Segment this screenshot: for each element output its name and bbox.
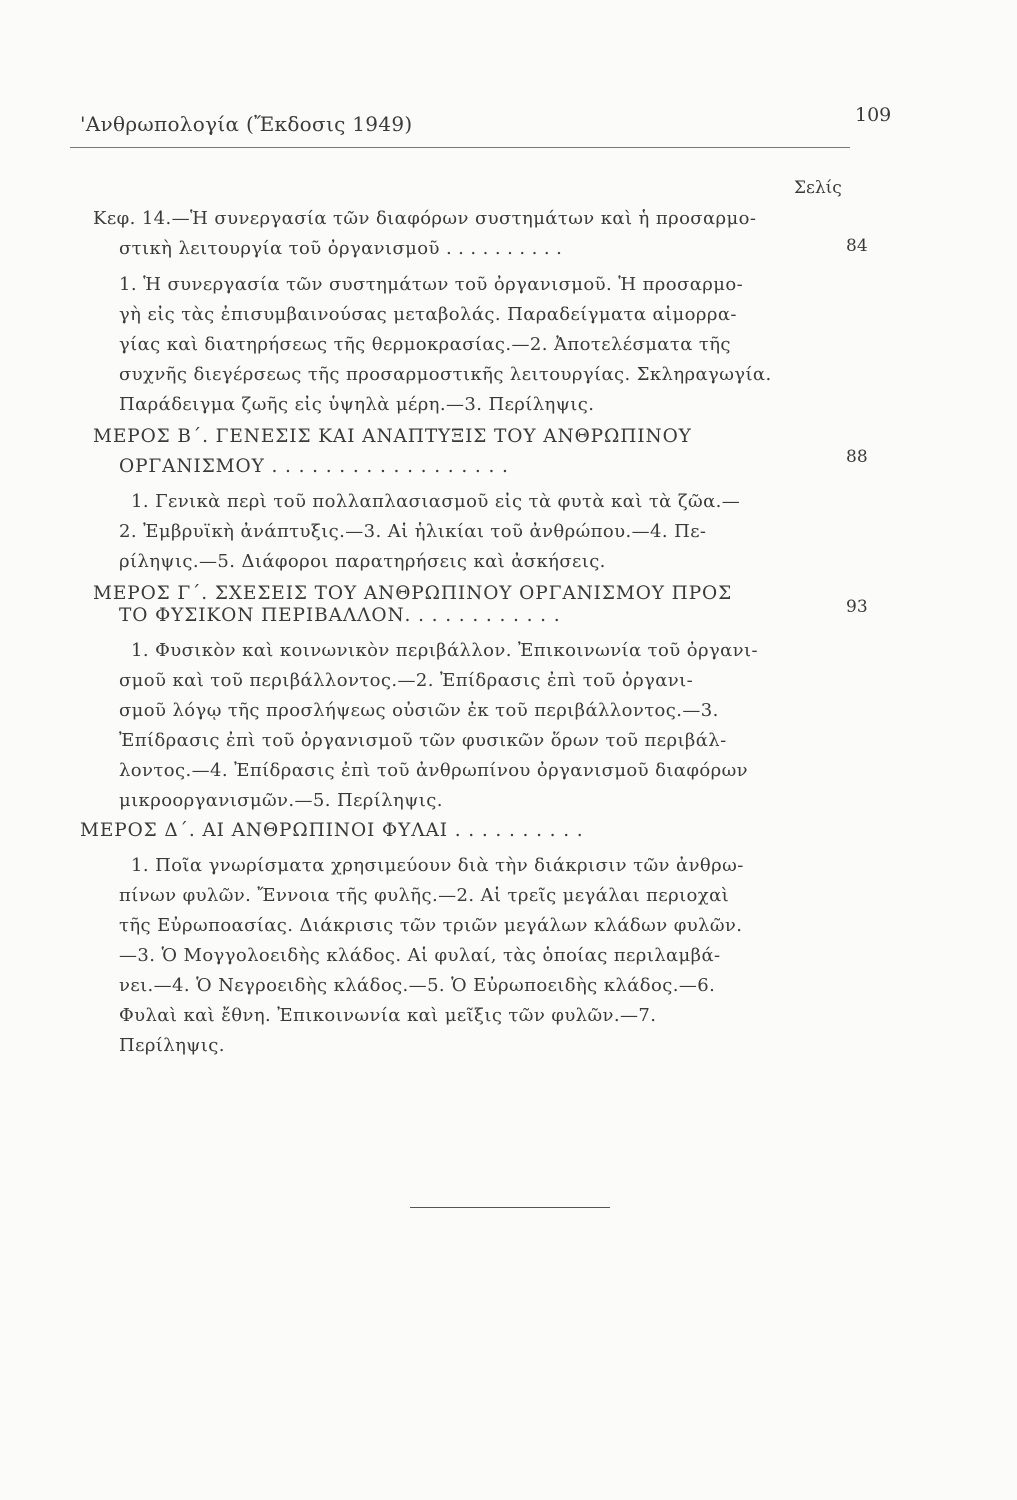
footer-rule [410, 1207, 610, 1208]
toc-line: 1. Γενικὰ περὶ τοῦ πολλαπλασιασμοῦ εἰς τὰ φυτὰ καὶ τὰ ζῶα.— [131, 491, 741, 512]
toc-line: Παράδειγμα ζωῆς εἰς ὑψηλὰ μέρη.—3. Περίληψις. [119, 394, 595, 415]
part-heading: ΟΡΓΑΝΙΣΜΟΥ . . . . . . . . . . . . . . . . . . [119, 456, 509, 477]
toc-line: γίας καὶ διατηρήσεως τῆς θερμοκρασίας.—2. Ἀποτελέσματα τῆς [119, 334, 731, 355]
toc-line: Ἐπίδρασις ἐπὶ τοῦ ὀργανισμοῦ τῶν φυσικῶν ὅρων τοῦ περιβάλ- [119, 730, 727, 751]
part-heading: ΜΕΡΟΣ Β΄. ΓΕΝΕΣΙΣ ΚΑΙ ΑΝΑΠΤΥΞΙΣ ΤΟΥ ΑΝΘΡΩΠΙΝΟΥ [93, 426, 692, 447]
part-heading: ΜΕΡΟΣ Δ΄. ΑΙ ΑΝΘΡΩΠΙΝΟΙ ΦΥΛΑΙ . . . . . . . . . . [80, 820, 584, 841]
toc-line: 1. Φυσικὸν καὶ κοινωνικὸν περιβάλλον. Ἐπικοινωνία τοῦ ὀργανι- [131, 640, 758, 661]
toc-line: γὴ εἰς τὰς ἐπισυμβαινούσας μεταβολάς. Παραδείγματα αἱμορρα- [119, 304, 737, 325]
toc-line: ρίληψις.—5. Διάφοροι παρατηρήσεις καὶ ἀσκήσεις. [119, 551, 606, 572]
toc-line: Περίληψις. [119, 1035, 225, 1056]
toc-line: σμοῦ καὶ τοῦ περιβάλλοντος.—2. Ἐπίδρασις ἐπὶ τοῦ ὀργανι- [119, 670, 694, 691]
toc-line: 2. Ἐμβρυϊκὴ ἀνάπτυξις.—3. Αἱ ἡλικίαι τοῦ ἀνθρώπου.—4. Πε- [119, 521, 707, 542]
toc-line: πίνων φυλῶν. Ἔννοια τῆς φυλῆς.—2. Αἱ τρεῖς μεγάλαι περιοχαὶ [119, 885, 730, 906]
header-rule [70, 147, 850, 148]
toc-line: λοντος.—4. Ἐπίδρασις ἐπὶ τοῦ ἀνθρωπίνου ὀργανισμοῦ διαφόρων [119, 760, 749, 781]
toc-line: 1. Ποῖα γνωρίσματα χρησιμεύουν διὰ τὴν διάκρισιν τῶν ἀνθρω- [131, 855, 744, 876]
toc-line: τῆς Εὐρωπoασίας. Διάκρισις τῶν τριῶν μεγάλων κλάδων φυλῶν. [119, 915, 743, 936]
page-column-heading: Σελίς [794, 178, 842, 198]
toc-line: στικὴ λειτουργία τοῦ ὀργανισμοῦ . . . . . . . . . . [119, 238, 563, 259]
part-heading: ΤΟ ΦΥΣΙΚΟΝ ΠΕΡΙΒΑΛΛΟΝ. . . . . . . . . . . . [119, 605, 561, 626]
toc-page-ref: 88 [846, 447, 868, 467]
page-number: 109 [855, 104, 892, 126]
part-heading: ΜΕΡΟΣ Γ΄. ΣΧΕΣΕΙΣ ΤΟΥ ΑΝΘΡΩΠΙΝΟΥ ΟΡΓΑΝΙΣΜΟΥ ΠΡΟΣ [93, 583, 733, 604]
toc-line: Κεφ. 14.—Ἡ συνεργασία τῶν διαφόρων συστημάτων καὶ ἡ προσαρμο- [93, 208, 757, 229]
toc-line: νει.—4. Ὁ Νεγροειδὴς κλάδος.—5. Ὁ Εὐρωποειδὴς κλάδος.—6. [119, 975, 716, 996]
toc-page-ref: 93 [846, 597, 868, 617]
toc-line: Φυλαὶ καὶ ἔθνη. Ἐπικοινωνία καὶ μεῖξις τῶν φυλῶν.—7. [119, 1005, 657, 1026]
toc-line: συχνῆς διεγέρσεως τῆς προσαρμοστικῆς λειτουργίας. Σκληραγωγία. [119, 364, 772, 385]
toc-line: —3. Ὁ Μογγολοειδὴς κλάδος. Αἱ φυλαί, τὰς ὁποίας περιλαμβά- [119, 945, 721, 966]
running-head: 'Ανθρωπολογία (Ἔκδοσις 1949) [80, 112, 413, 136]
toc-line: μικροοργανισμῶν.—5. Περίληψις. [119, 790, 443, 811]
toc-line: σμοῦ λόγῳ τῆς προσλήψεως οὐσιῶν ἐκ τοῦ περιβάλλοντος.—3. [119, 700, 719, 721]
toc-line: 1. Ἡ συνεργασία τῶν συστημάτων τοῦ ὀργανισμοῦ. Ἡ προσαρμο- [119, 274, 744, 295]
toc-page-ref: 84 [846, 236, 868, 256]
